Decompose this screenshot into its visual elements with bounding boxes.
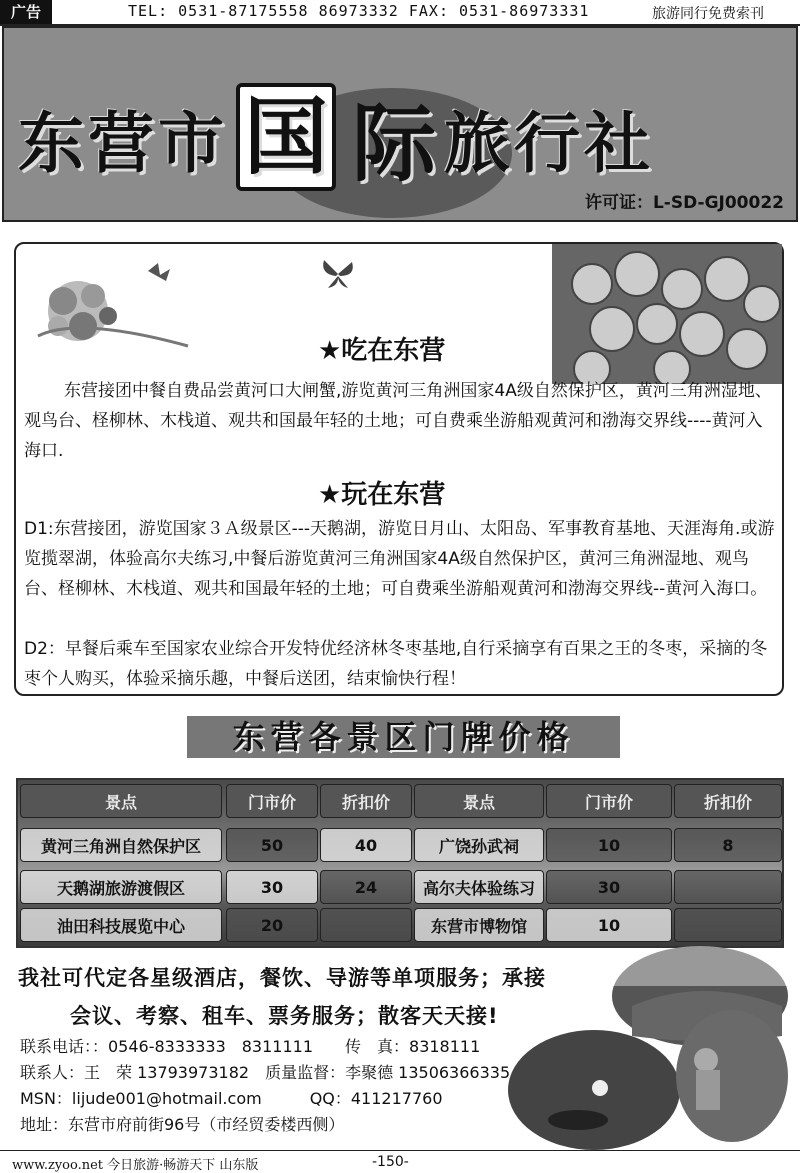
table-cell-spot: 广饶孙武祠 <box>414 828 544 862</box>
table-cell-spot: 高尔夫体验练习 <box>414 870 544 904</box>
table-header-cell: 门市价 <box>226 784 318 818</box>
table-cell-discount: 40 <box>320 828 412 862</box>
footer-website: www.zyoo.net 今日旅游·畅游天下 山东版 <box>12 1158 259 1173</box>
eat-section-heading: ★吃在东营 <box>318 336 446 366</box>
butterfly-icon <box>318 254 358 294</box>
table-cell-discount <box>674 908 782 942</box>
table-cell-spot: 东营市博物馆 <box>414 908 544 942</box>
table-header-cell: 折扣价 <box>320 784 412 818</box>
day1-itinerary: D1:东营接团，游览国家３Ａ级景区---天鹅湖，游览日月山、太阳岛、军事教育基地、天涯海角.或游览揽翠湖，体验高尔夫练习,中餐后游览黄河三角洲国家4A级自然保护区，黄河三角洲湿地、观鸟台、柽柳林、木栈道、观共和国最年轻的土地；可自费乘坐游船观黄河和渤海交界线--黄河入海口。 <box>24 519 775 599</box>
table-cell-price: 50 <box>226 828 318 862</box>
flower-illustration <box>18 256 198 366</box>
eat-section-text: 东营接团中餐自费品尝黄河口大闸蟹,游览黄河三角洲国家4A级自然保护区，黄河三角洲湿地、观鸟台、柽柳林、木栈道、观共和国最年轻的土地；可自费乘坐游船观黄河和渤海交界线----黄河入海口. <box>24 381 772 461</box>
contact-person: 联系人：王 荣 13793973182 质量监督：李聚德 13506366335 <box>20 1063 511 1082</box>
table-cell-discount <box>320 908 412 942</box>
golf-photo <box>508 1030 680 1150</box>
table-header-cell: 景点 <box>414 784 544 818</box>
table-header-cell: 折扣价 <box>674 784 782 818</box>
cherry-fruit-photo <box>552 244 782 384</box>
page-number: -150- <box>372 1154 409 1170</box>
ad-tag: 广告 <box>0 0 52 24</box>
agency-title <box>18 72 654 202</box>
agency-banner <box>2 26 798 222</box>
table-cell-discount <box>674 870 782 904</box>
table-cell-price: 10 <box>546 828 672 862</box>
table-cell-price: 10 <box>546 908 672 942</box>
service-line-2: 会议、考察、租车、票务服务；散客天天接! <box>70 1004 499 1028</box>
title-part-guo: 国 <box>236 83 336 191</box>
play-section-heading: ★玩在东营 <box>318 480 446 510</box>
free-copy-notice: 旅游同行免费索刊 <box>652 6 764 22</box>
title-part-agency: 旅行社 <box>444 104 655 182</box>
table-cell-spot: 黄河三角洲自然保护区 <box>20 828 222 862</box>
contact-msn-qq: MSN：lijude001@hotmail.com QQ：411217760 <box>20 1089 443 1108</box>
header-contact-line: TEL: 0531-87175558 86973332 FAX: 0531-86973331 <box>128 2 590 20</box>
contact-phone: 联系电话：：0546-8333333 8311111 传 真：8318111 <box>20 1037 481 1056</box>
table-cell-price: 20 <box>226 908 318 942</box>
table-cell-discount: 24 <box>320 870 412 904</box>
title-part-city: 东营市 <box>18 104 228 182</box>
table-cell-spot: 天鹅湖旅游渡假区 <box>20 870 222 904</box>
table-cell-spot: 油田科技展览中心 <box>20 908 222 942</box>
fishing-photo <box>676 1010 788 1142</box>
price-table <box>16 778 784 948</box>
table-header-cell: 景点 <box>20 784 222 818</box>
day2-itinerary: D2：早餐后乘车至国家农业综合开发特优经济林冬枣基地,自行采摘享有百果之王的冬枣，采摘的冬枣个人购买，体验采摘乐趣，中餐后送团，结束愉快行程！ <box>24 639 768 689</box>
contact-address: 地址：东营市府前街96号（市经贸委楼西侧） <box>20 1115 345 1134</box>
table-cell-price: 30 <box>226 870 318 904</box>
service-line-1: 我社可代定各星级酒店，餐饮、导游等单项服务；承接 <box>18 966 546 990</box>
price-table-title: 东营各景区门牌价格 <box>187 716 620 758</box>
table-cell-discount: 8 <box>674 828 782 862</box>
title-part-ji: 际 <box>352 94 437 193</box>
table-header-cell: 门市价 <box>546 784 672 818</box>
license-number: 许可证：L-SD-GJ00022 <box>584 193 784 213</box>
table-cell-price: 30 <box>546 870 672 904</box>
